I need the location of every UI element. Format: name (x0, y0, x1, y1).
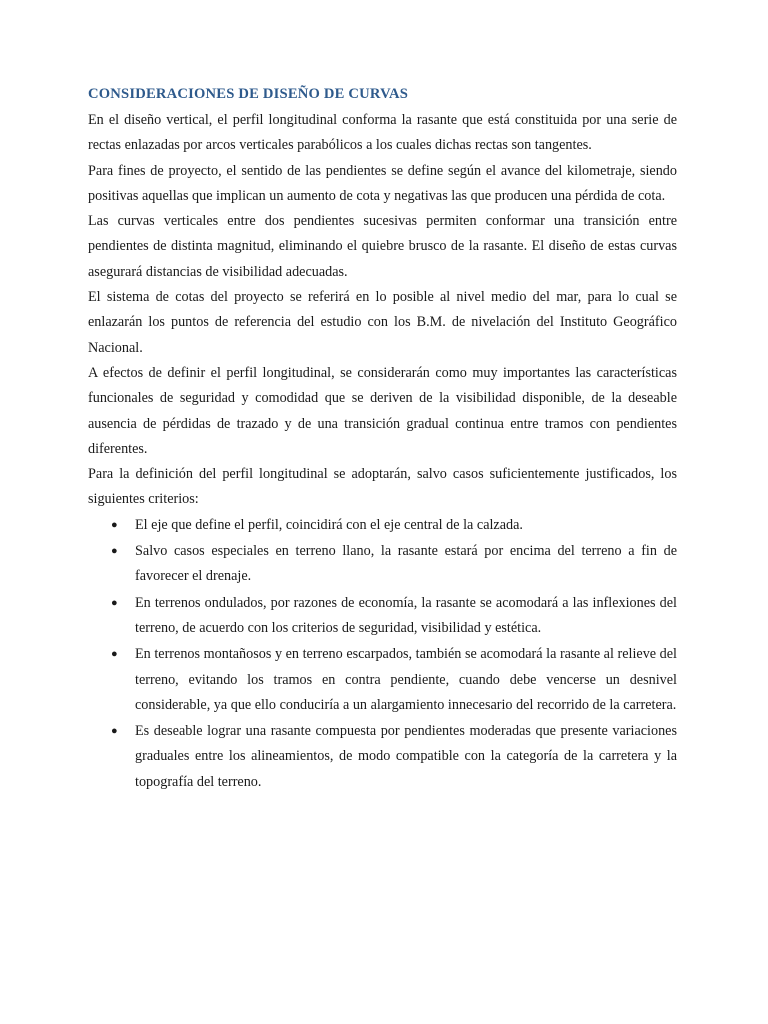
paragraph-3: Las curvas verticales entre dos pendientes sucesivas permiten conformar una transición entre pendientes de distinta magnitud, eliminando el quiebre brusco de la rasante. El diseño de estas curvas asegurará distancias de visibilidad adecuadas. (88, 213, 677, 280)
list-item-text: Es deseable lograr una rasante compuesta por pendientes moderadas que presente variaciones graduales entre los alineamientos, de modo compatible con la categoría de la carretera y la topografía del terreno. (135, 723, 677, 790)
list-item (88, 591, 677, 642)
bullet-icon: ● (111, 545, 118, 558)
bullet-icon: ● (111, 725, 118, 738)
list-item-text: En terrenos montañosos y en terreno escarpados, también se acomodará la rasante al relieve del terreno, evitando los tramos en contra pendiente, cuando debe vencerse un desnivel considerable, ya que ello conduciría a un alargamiento innecesario del recorrido de la carretera. (135, 646, 677, 713)
paragraph-6: Para la definición del perfil longitudinal se adoptarán, salvo casos suficientemente justificados, los siguientes criterios: (88, 466, 677, 508)
list-item-text: En terrenos ondulados, por razones de economía, la rasante se acomodará a las inflexiones del terreno, de acuerdo con los criterios de seguridad, visibilidad y estética. (135, 594, 677, 636)
bullet-icon: ● (111, 518, 118, 531)
paragraph-5: A efectos de definir el perfil longitudinal, se considerarán como muy importantes las características funcionales de seguridad y comodidad que se deriven de la visibilidad disponible, de la deseable ausencia de pérdidas de trazado y de una transición gradual continua entre tramos con pendientes diferentes. (88, 364, 677, 457)
list-item (88, 539, 677, 590)
list-item-text: Salvo casos especiales en terreno llano, la rasante estará por encima del terreno a fin de favorecer el drenaje. (135, 543, 677, 585)
bullet-icon: ● (111, 596, 118, 609)
criteria-list (88, 513, 677, 795)
document-title: CONSIDERACIONES DE DISEÑO DE CURVAS (88, 86, 409, 102)
list-item-text: El eje que define el perfil, coincidirá con el eje central de la calzada. (135, 516, 523, 533)
bullet-icon: ● (111, 648, 118, 661)
document-page (88, 82, 677, 796)
list-item (88, 513, 677, 538)
list-item (88, 642, 677, 718)
paragraph-2: Para fines de proyecto, el sentido de las pendientes se define según el avance del kilometraje, siendo positivas aquellas que implican un aumento de cota y negativas las que producen una pérdida de cota. (88, 162, 677, 204)
paragraph-1: En el diseño vertical, el perfil longitudinal conforma la rasante que está constituida por una serie de rectas enlazadas por arcos verticales parabólicos a los cuales dichas rectas son tangentes. (88, 112, 677, 154)
paragraph-4: El sistema de cotas del proyecto se referirá en lo posible al nivel medio del mar, para lo cual se enlazarán los puntos de referencia del estudio con los B.M. de nivelación del Instituto Geográfico Nacional. (88, 289, 677, 356)
list-item (88, 719, 677, 795)
